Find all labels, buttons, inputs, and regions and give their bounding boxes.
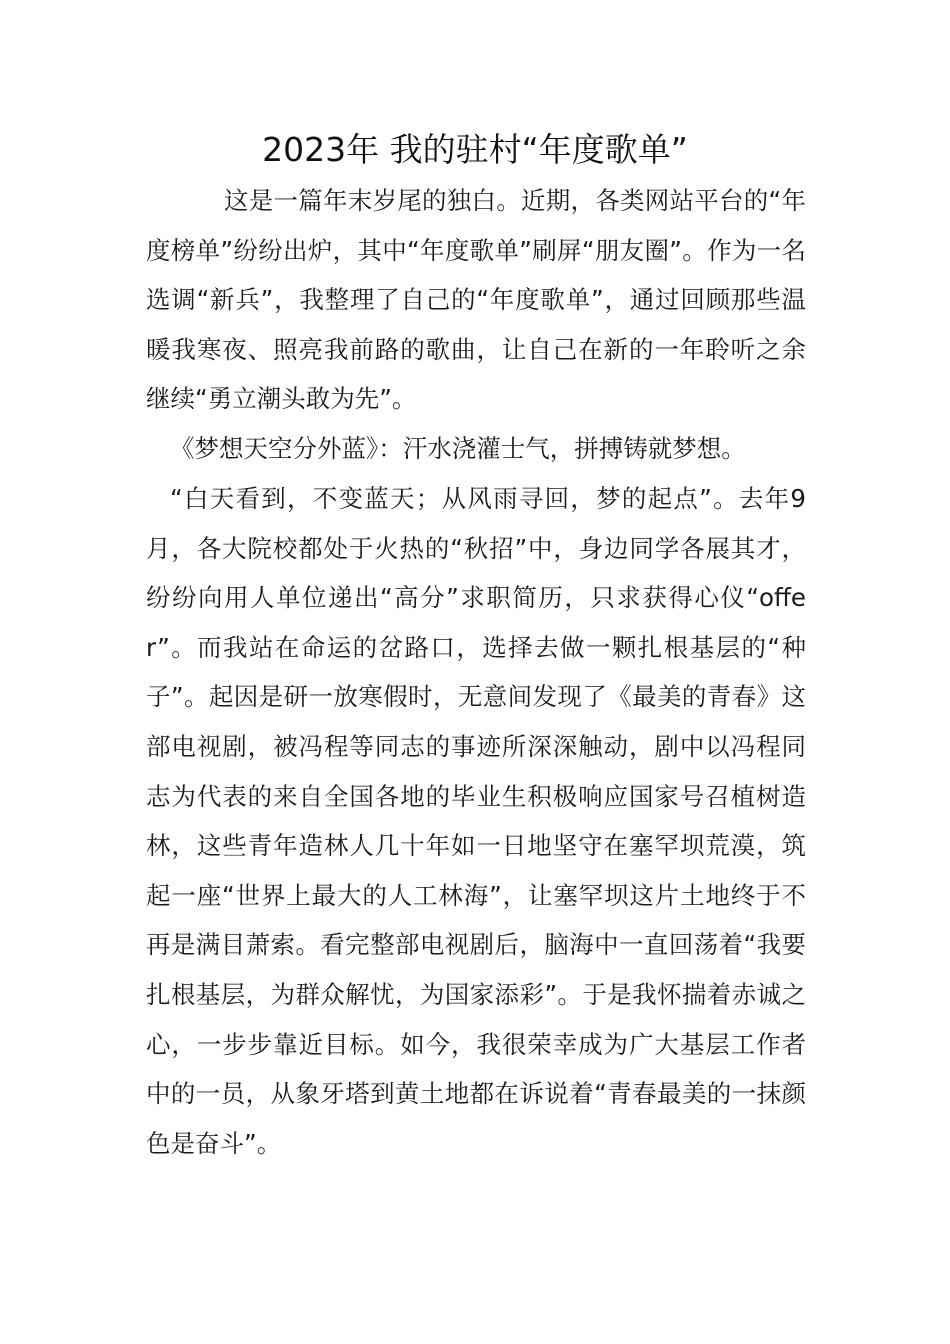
document-title: 2023年 我的驻村“年度歌单” [262,130,688,169]
body-paragraph: “白天看到，不变蓝天；从风雨寻回，梦的起点”。去年9月，各大院校都处于火热的“秋招”中，身边同学各展其才，纷纷向用人单位递出“高分”求职简历，只求获得心仪“offer”。而我站在命运的岔路口，选择去做一颗扎根基层的“种子”。起因是研一放寒假时，无意间发现了《最美的青春》这部电视剧，被冯程等同志的事迹所深深触动，剧中以冯程同志为代表的来自全国各地的毕业生积极响应国家号召植树造林，这些青年造林人几十年如一日地坚守在塞罕坝荒漠，筑起一座“世界上最大的人工林海”，让塞罕坝这片土地终于不再是满目萧索。看完整部电视剧后，脑海中一直回荡着“我要扎根基层，为群众解忧，为国家添彩”。于是我怀揣着赤诚之心，一步步靠近目标。如今，我很荣幸成为广大基层工作者中的一员，从象牙塔到黄土地都在诉说着“青春最美的一抹颜色是奋斗”。 [146,484,806,1158]
section-heading-paragraph: 《梦想天空分外蓝》：汗水浇灌士气，拼搏铸就梦想。 [170,434,746,463]
intro-paragraph: 这是一篇年末岁尾的独白。近期，各类网站平台的“年度榜单”纷纷出炉，其中“年度歌单”刷屏“朋友圈”。作为一名选调“新兵”，我整理了自己的“年度歌单”，通过回顾那些温暖我寒夜、照亮我前路的歌曲，让自己在新的一年聆听之余继续“勇立潮头敢为先”。 [146,186,806,414]
